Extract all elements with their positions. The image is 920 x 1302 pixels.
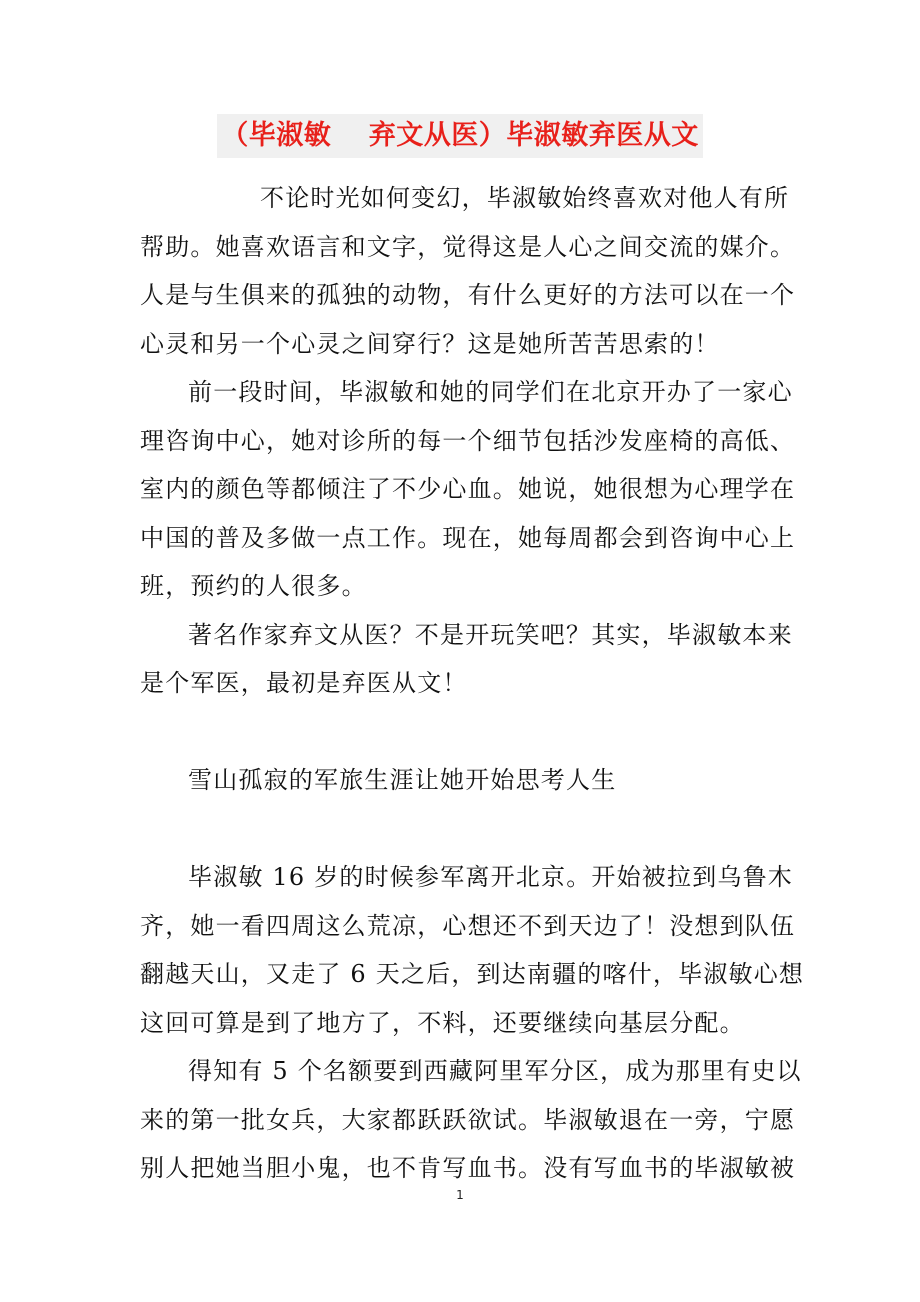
blank-line	[140, 805, 790, 854]
text-line: 著名作家弃文从医？不是开玩笑吧？其实，毕淑敏本来	[188, 620, 793, 649]
text-line: 别人把她当胆小鬼，也不肯写血书。没有写血书的毕淑敏被	[140, 1154, 796, 1182]
text-line: 人是与生俱来的孤独的动物，有什么更好的方法可以在一个	[140, 281, 796, 309]
document-body	[140, 174, 805, 1193]
text-line: 前一段时间，毕淑敏和她的同学们在北京开办了一家心	[188, 378, 793, 406]
text-line: 齐，她一看四周这么荒凉，心想还不到天边了！没想到队伍	[140, 911, 796, 940]
text-line: 翻越天山，又走了 6 天之后，到达南疆的喀什，毕淑敏心想	[140, 960, 805, 988]
text-line: 来的第一批女兵，大家都跃跃欲试。毕淑敏退在一旁，宁愿	[140, 1105, 796, 1134]
page-number: 1	[456, 1188, 464, 1202]
text-line: 不论时光如何变幻，毕淑敏始终喜欢对他人有所	[260, 184, 790, 212]
document-title: （毕淑敏 弃文从医）毕淑敏弃医从文	[217, 114, 702, 158]
text-line: 毕淑敏 16 岁的时候参军离开北京。开始被拉到乌鲁木	[188, 863, 793, 891]
text-line: 中国的普及多做一点工作。现在，她每周都会到咨询中心上	[140, 523, 796, 552]
text-line: 心灵和另一个心灵之间穿行？这是她所苦苦思索的！	[140, 329, 720, 358]
text-line: 室内的颜色等都倾注了不少心血。她说，她很想为心理学在	[140, 475, 796, 503]
text-line: 得知有 5 个名额要到西藏阿里军分区，成为那里有史以	[188, 1057, 802, 1085]
text-line: 这回可算是到了地方了，不料，还要继续向基层分配。	[140, 1008, 745, 1037]
text-line: 帮助。她喜欢语言和文字，觉得这是人心之间交流的媒介。	[140, 232, 796, 261]
title-container	[0, 114, 920, 158]
section-heading: 雪山孤寂的军旅生涯让她开始思考人生	[188, 766, 617, 794]
text-line: 是个军医，最初是弃医从文！	[140, 669, 468, 697]
blank-line	[140, 708, 790, 757]
text-line: 理咨询中心，她对诊所的每一个细节包括沙发座椅的高低、	[140, 426, 796, 455]
text-line: 班，预约的人很多。	[140, 572, 367, 600]
